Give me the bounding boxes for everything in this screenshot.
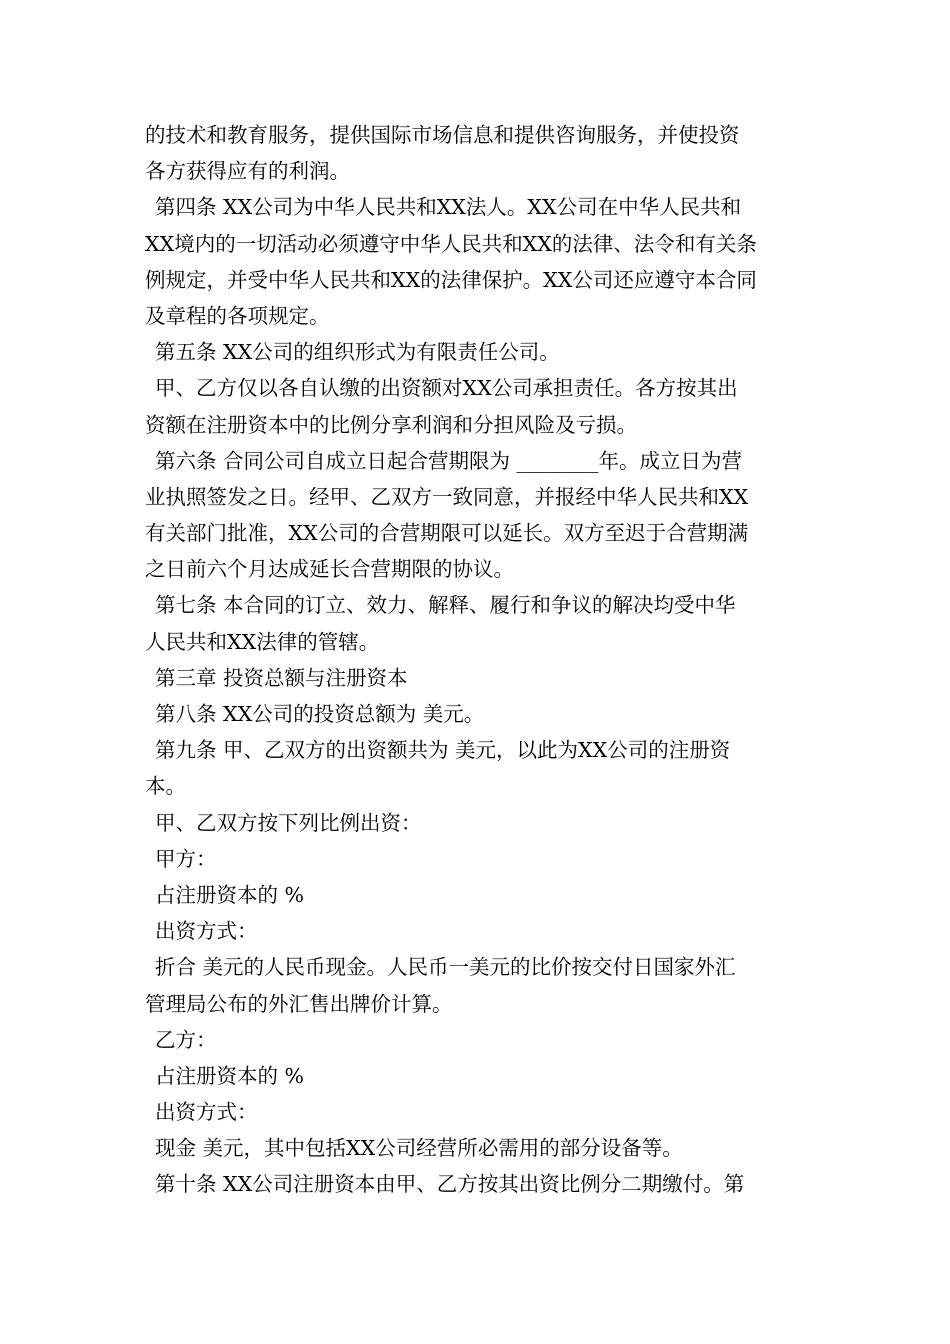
text-line: XX境内的一切活动必须遵守中华人民共和XX的法律、法令和有关条 [145, 231, 757, 256]
text-line: 之日前六个月达成延长合营期限的协议。 [145, 557, 514, 582]
text-line: 本。 [145, 774, 186, 799]
text-line: 第十条 XX公司注册资本由甲、乙方按其出资比例分二期缴付。第 [155, 1172, 745, 1197]
text-line: 第八条 XX公司的投资总额为 美元。 [155, 702, 485, 726]
text-line: 折合 美元的人民币现金。人民币一美元的比价按交付日国家外汇 [155, 955, 736, 980]
text-line: 人民共和XX法律的管辖。 [145, 629, 380, 654]
text-line: 甲方： [155, 846, 217, 871]
text-line: 出资方式： [155, 919, 258, 944]
text-line: 业执照签发之日。经甲、乙双方一致同意，并报经中华人民共和XX [145, 484, 749, 509]
text-line: 占注册资本的 % [155, 882, 304, 907]
text-line: 第三章 投资总额与注册资本 [155, 665, 408, 690]
text-line: 乙方： [155, 1027, 217, 1052]
text-line: 出资方式： [155, 1100, 258, 1125]
text-line: 例规定，并受中华人民共和XX的法律保护。XX公司还应遵守本合同 [145, 267, 757, 292]
text-line: 甲、乙双方按下列比例出资： [155, 810, 422, 835]
document-body [145, 117, 810, 1203]
text-line: 第六条 合同公司自成立日起合营期限为 ________年。成立日为营 [155, 448, 743, 473]
text-line: 第四条 XX公司为中华人民共和XX法人。XX公司在中华人民共和 [155, 195, 742, 220]
text-line: 甲、乙方仅以各自认缴的出资额对XX公司承担责任。各方按其出 [155, 376, 738, 401]
text-line: 各方获得应有的利润。 [145, 159, 350, 184]
text-line: 管理局公布的外汇售出牌价计算。 [145, 991, 453, 1016]
text-line: 及章程的各项规定。 [145, 303, 330, 328]
text-line: 现金 美元，其中包括XX公司经营所必需用的部分设备等。 [155, 1136, 683, 1161]
text-line: 占注册资本的 % [155, 1063, 304, 1088]
text-line: 资额在注册资本中的比例分享利润和分担风险及亏损。 [145, 412, 637, 437]
text-line: 的技术和教育服务，提供国际市场信息和提供咨询服务，并使投资 [145, 123, 740, 147]
text-line: 第九条 甲、乙双方的出资额共为 美元，以此为XX公司的注册资 [155, 738, 731, 763]
text-line: 第五条 XX公司的组织形式为有限责任公司。 [155, 340, 560, 365]
text-line: 有关部门批准，XX公司的合营期限可以延长。双方至迟于合营期满 [145, 521, 749, 546]
text-line: 第七条 本合同的订立、效力、解释、履行和争议的解决均受中华 [155, 593, 736, 618]
